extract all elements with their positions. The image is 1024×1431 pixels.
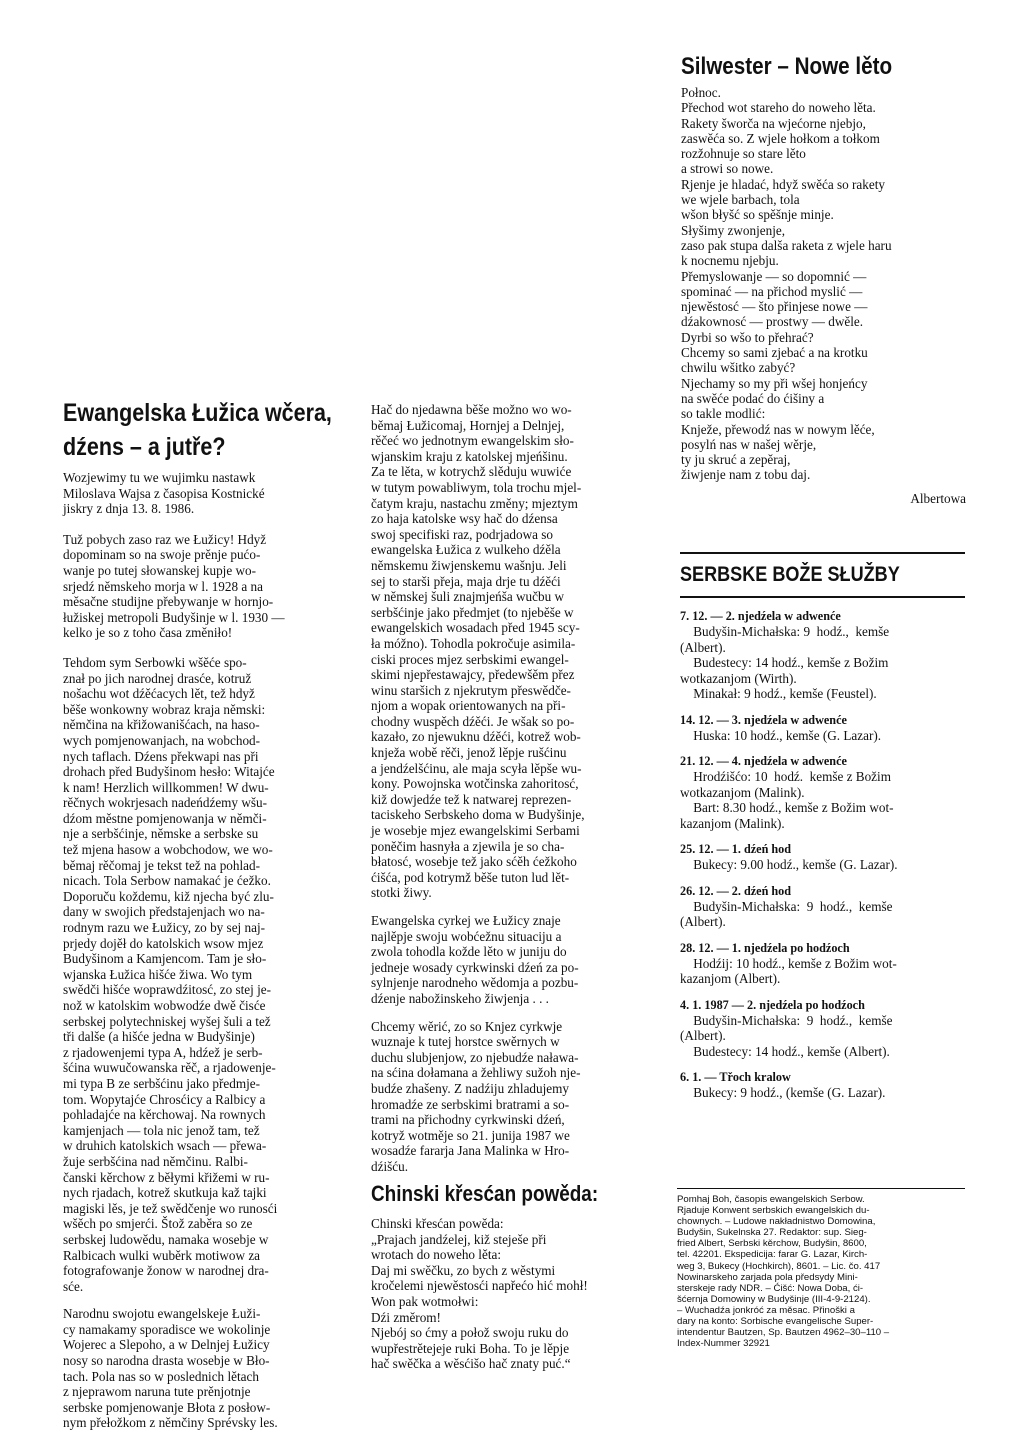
services-title: SERBSKE BOŽE SŁUŽBY <box>680 563 900 586</box>
silwester-poem: Połnoc. Přechod wot stareho do noweho lěta. Rakety šworča na wjećorne njebjo, zaswěća so. Z wjele hołkom a tołkom rozžohnuje so stare lěto a strowi so nowe. Rjenje je hladać, hdyž swěća so rakety we wjele barbach, tola wšon błyšć so spěšnje minje. Słyšimy zwonjenje, zaso pak stupa dalša raketa z wjele haru k nocnemu njebju. Přemyslowanje — so dopomnić — spominać — na přichod myslić — njewěstosć — što přinjese nowe — dźakownosć — prostwy — dwěle. Dyrbi so wšo to přehrać? Chcemy so sami zjebać a na krotku chwilu wšitko zabyć? Njechamy so my při wšej honjeńcy na swěće podać do ćišiny a so takle modlić: Knježe, přewodź nas w nowym lěće, posylń nas w našej wěrje, ty ju skruć a zepěraj, žiwjenje nam z tobu daj. <box>681 85 892 483</box>
services-section <box>680 562 980 588</box>
service-date-heading: 4. 1. 1987 — 2. njedźela po hodźoch <box>680 997 865 1012</box>
article-intro: Wozjewimy tu we wujimku nastawk Miloslava Wajsa z časopisa Kostnické jiskry z dnja 13. 8. 1986. <box>63 470 265 517</box>
service-detail: (Albert). <box>680 639 726 655</box>
article-paragraph: Narodnu swojotu ewangelskeje Łuži- cy namakamy sporadisce we wokolinje Wojerec a Slepoho, a w Delnjej Łužicy nosy so narodna drasta wosebje w Bło- tach. Pola nas so w poslednich lětach z njeprawom naruna tute prěnjotnje serbske pomjenowanje Błota z posłow- nym přełožkom z němčiny Sprévsky les. <box>63 1306 278 1431</box>
service-entry <box>680 842 980 873</box>
divider-bottom <box>680 596 965 598</box>
article-title-line2: dźens – a jutře? <box>63 433 226 461</box>
service-detail: Budyšin-Michałska: 9 hodź., kemše <box>680 898 893 914</box>
service-detail: (Albert). <box>680 1028 726 1043</box>
service-entry <box>680 884 980 930</box>
chinese-christian-section <box>371 1181 671 1372</box>
service-detail: (Albert). <box>680 914 726 929</box>
service-entry <box>680 754 980 831</box>
middle-column <box>371 402 663 1175</box>
service-detail: Budyšin-Michałska: 9 hodź., kemše <box>680 1012 893 1028</box>
article-paragraph: Tehdom sym Serbowki wšěće spo- znał po jich narodnej drasće, kotruž nošachu wot dźěćacych lět, tež hdyž běše wonkowny wobraz kraja němski: němčina na křižowanišćach, na haso- wych pomjenowanjach, na wobchod- nych taflach. Dźens překwapi nas při drohach před Budyšinom hesło: Witajće k nam! Herzlich willkommen! W dwu- rěčnych wokrjesach nadeńdźemy wšu- dźom městne pomjenowanja w němči- nje a serbšćinje, němske a serbske su tež mjena hasow a wobchodow, we wo- běmaj rěčomaj je tekst tež na pohlad- nicach. Tola Serbow namakać je ćežko. Doporuču koždemu, kiž njecha być zlu- dany w swojich předstajenjach wo na- rodnym razu we Łužicy, zo by sej naj- prjedy dojěł do katolskich wsow mjez Budyšinom a Kamjencom. Tam je sło- wjanska Łužica hišće žiwa. Wo tym swědči hišće woprawdźitosć, zo stej je- nož w katolskim wobwodźe dwě čisće serbskej polytechniskej wyšej šuli a tež tři dalše (a hišće jedna w Budyšinje) z rjadowenjemi typa A, hdźež je serb- šćina wuwučowanska rěč, a rjadowenje- mi typa B ze serbšćinu jako předmje- tom. Wopytajće Chrosćicy a Ralbicy a pohladajće na kěrchowaj. Na rownych kamjenjach — tola nic jenož tam, tež w druhich katolskich wsach — přewa- žuje serbšćina nad němčinu. Ralbi- čanski kěrchow z běłymi křižemi w ru- nych rjadach, kotrež skutkuja kaž tajki magiski lěs, je tež swědčenje wo runosći wšěch po smjerći. Štož zaběra so ze serbskej ludowědu, namaka wosebje w Ralbicach wulki wuběrk motiwow za fotografowanje žonow w narodnej dra- sće. <box>63 654 278 1294</box>
article-paragraph: Chcemy wěrić, zo so Knjez cyrkwje wuznaje k tutej horstce swěrnych w duchu slubjenjow, zo njebudźe naława- na sćina dołamana a žehliwy sužoh nje- budźe zhašeny. Z nadźiju zhladujemy hromadźe ze serbskimi bratrami a so- trami na přichodny cyrkwinski dźeń, kotryž wotměje so 21. junija 1987 we wosadźe fararja Jana Malinka w Hro- dźišću. <box>371 1018 581 1174</box>
service-detail: Budyšin-Michałska: 9 hodź., kemše <box>680 624 890 639</box>
poem-author: Albertowa <box>910 490 966 506</box>
service-entry <box>680 609 980 702</box>
service-detail: Budestecy: 14 hodź., kemše z Božim <box>680 655 889 670</box>
service-entry <box>680 713 980 744</box>
article-title-line1: Ewangelska Łužica wčera, <box>63 399 332 427</box>
service-detail: wotkazanjom (Wirth). <box>680 670 797 686</box>
article-paragraph: Tuž pobych zaso raz we Łužicy! Hdyž dopominam so na swoje prěnje pućo- wanje po tutej słowanskej kupje wo- srjedź němskeho morja w l. 1928 a na měsačne studijne přebywanje w hornjo- łužiskej metropoli Budyšinje w l. 1930 — kelko je so z toho časa změniło! <box>63 531 285 641</box>
service-date-heading: 26. 12. — 2. dźeń hod <box>680 883 792 898</box>
divider-top <box>680 552 965 554</box>
service-entry <box>680 1070 980 1101</box>
service-date-heading: 21. 12. — 4. njedźela w adwenće <box>680 754 847 768</box>
service-detail: kazanjom (Albert). <box>680 971 781 986</box>
service-detail: Budestecy: 14 hodź., kemše (Albert). <box>680 1043 890 1059</box>
service-detail: Huska: 10 hodź., kemše (G. Lazar). <box>680 727 882 743</box>
services-list <box>680 609 980 1101</box>
left-column <box>63 398 353 1431</box>
imprint <box>677 1194 977 1349</box>
article-paragraph: Ewangelska cyrkej we Łužicy znaje najlěpje swoju wobćežnu situaciju a zwola tohodla kožde lěto w juniju do jedneje wosady cyrkwinski dźeń za po- sylnjenje narodneho wědomja a pozbu- dźenje nabožinskeho žiwjenja . . . <box>371 913 579 1006</box>
imprint-text: Pomhaj Boh, časopis ewangelskich Serbow. Rjaduje Konwent serbskich ewangelskich du- chownych. – Ludowe nakładnistwo Domowina, Budyšin, Sukelnska 27. Redaktor: sup. Sieg- fried Albert, Serbski kěrchow, Budyšin, 8600, tel. 42201. Ekspedicija: farar G. Lazar, Kirch- weg 3, Bukecy (Hochkirch), 8601. – Lic. čo. 417 Nowinarskeho zarjada pola předsydy Mini- sterskeje rady NDR. – Ćišć: Nowa Doba, ći- šćernja Domowiny w Budyšinje (III-4-9-2124). – Wuchadźa jonkróć za měsac. Přinoški a dary na konto: Sorbische evangelische Super- intendentur Bautzen, Sp. Bautzen 4962–30–110 – Index-Nummer 32921 <box>677 1194 890 1350</box>
service-detail: kazanjom (Malink). <box>680 815 785 831</box>
service-detail: Hodźij: 10 hodź., kemše z Božim wot- <box>680 955 897 971</box>
service-date-heading: 25. 12. — 1. dźeń hod <box>680 842 792 856</box>
silwester-section <box>681 53 981 506</box>
service-detail: Hrodźišćo: 10 hodź. kemše z Božim <box>680 769 891 784</box>
imprint-divider <box>677 1188 965 1189</box>
silwester-title: Silwester – Nowe lěto <box>681 53 893 80</box>
service-entry <box>680 941 980 987</box>
service-detail: Bart: 8.30 hodź., kemše z Božim wot- <box>680 800 894 815</box>
service-entry <box>680 998 980 1060</box>
service-detail: wotkazanjom (Malink). <box>680 784 805 800</box>
service-date-heading: 28. 12. — 1. njedźela po hodźoch <box>680 940 850 955</box>
chinese-christian-text: Chinski křesćan powěda: „Prajach jandźelej, kiž steješe při wrotach do noweho lěta: Daj mi swěčku, zo bych z wěstymi kročelemi njewěstosći napřećo hić mohł! Won pak wotmołwi: Dźi změrom! Njebój so ćmy a połož swoju ruku do wupřestrětejeje ruki Boha. To je lěpje hač swěčka a wěsćišo hač znaty puć.“ <box>371 1216 588 1372</box>
service-date-heading: 14. 12. — 3. njedźela w adwenće <box>680 712 847 727</box>
article-paragraph: Hač do njedawna běše možno wo wo- běmaj Łužicomaj, Hornjej a Delnjej, rěčeć wo jednotnym ewangelskim sło- wjanskim kraju z katolskej mjeńšinu. Za te lěta, w kotrychž slěduju wuwiće w tutym powabliwym, tola trochu mjel- čatym kraju, nastachu změny; mjeztym zo haja katolske wsy hač do dźensa swoj specifiski raz, podrjadowa so ewangelska Łužica z wulkeho dźěla němskemu žiwjenskemu wašnju. Jeli sej to starši přeja, maja drje tu dźěći w němskej šuli znajmjeńša wučbu w serbšćinje jako předmjet (to njeběše w ewangelskich wosadach před 1945 scy- ła móžno). Tohodla pokročuje asimila- ciski proces mjez serbskimi ewangel- skimi njepřestawajcy, předewšěm přez winu staršich z njekrutym přeswědče- njom a wopak orientowanych na při- chodny wuspěch dźěći. Je wšak so po- kazało, zo njewuknu dźěći, kotrež wob- knježa wobě rěči, jenož lěpje rušćinu a jendźelšćinu, ale maja scyła lěpše wu- kony. Powojnska wotčinska zahoritosć, kiž dowjedźe tež k natwarej reprezen- taciskeho Serbskeho doma w Budyšinje, je wosebje mjez ewangelskimi Serbami poněčim hasnyła a zjewila je so cha- błatosć, wosebje tež jako sćěh ćežkoho ćišća, pod kotrymž běše tuton lud lět- stotki žiwy. <box>371 402 585 901</box>
service-detail: Minakał: 9 hodź., kemše (Feustel). <box>680 686 877 701</box>
service-date-heading: 7. 12. — 2. njedźela w adwenće <box>680 609 841 623</box>
service-detail: Bukecy: 9.00 hodź., kemše (G. Lazar). <box>680 857 898 872</box>
service-date-heading: 6. 1. — Třoch kralow <box>680 1070 791 1084</box>
service-detail: Bukecy: 9 hodź., (kemše (G. Lazar). <box>680 1085 886 1100</box>
chinese-christian-title: Chinski křesćan powěda: <box>371 1181 599 1206</box>
